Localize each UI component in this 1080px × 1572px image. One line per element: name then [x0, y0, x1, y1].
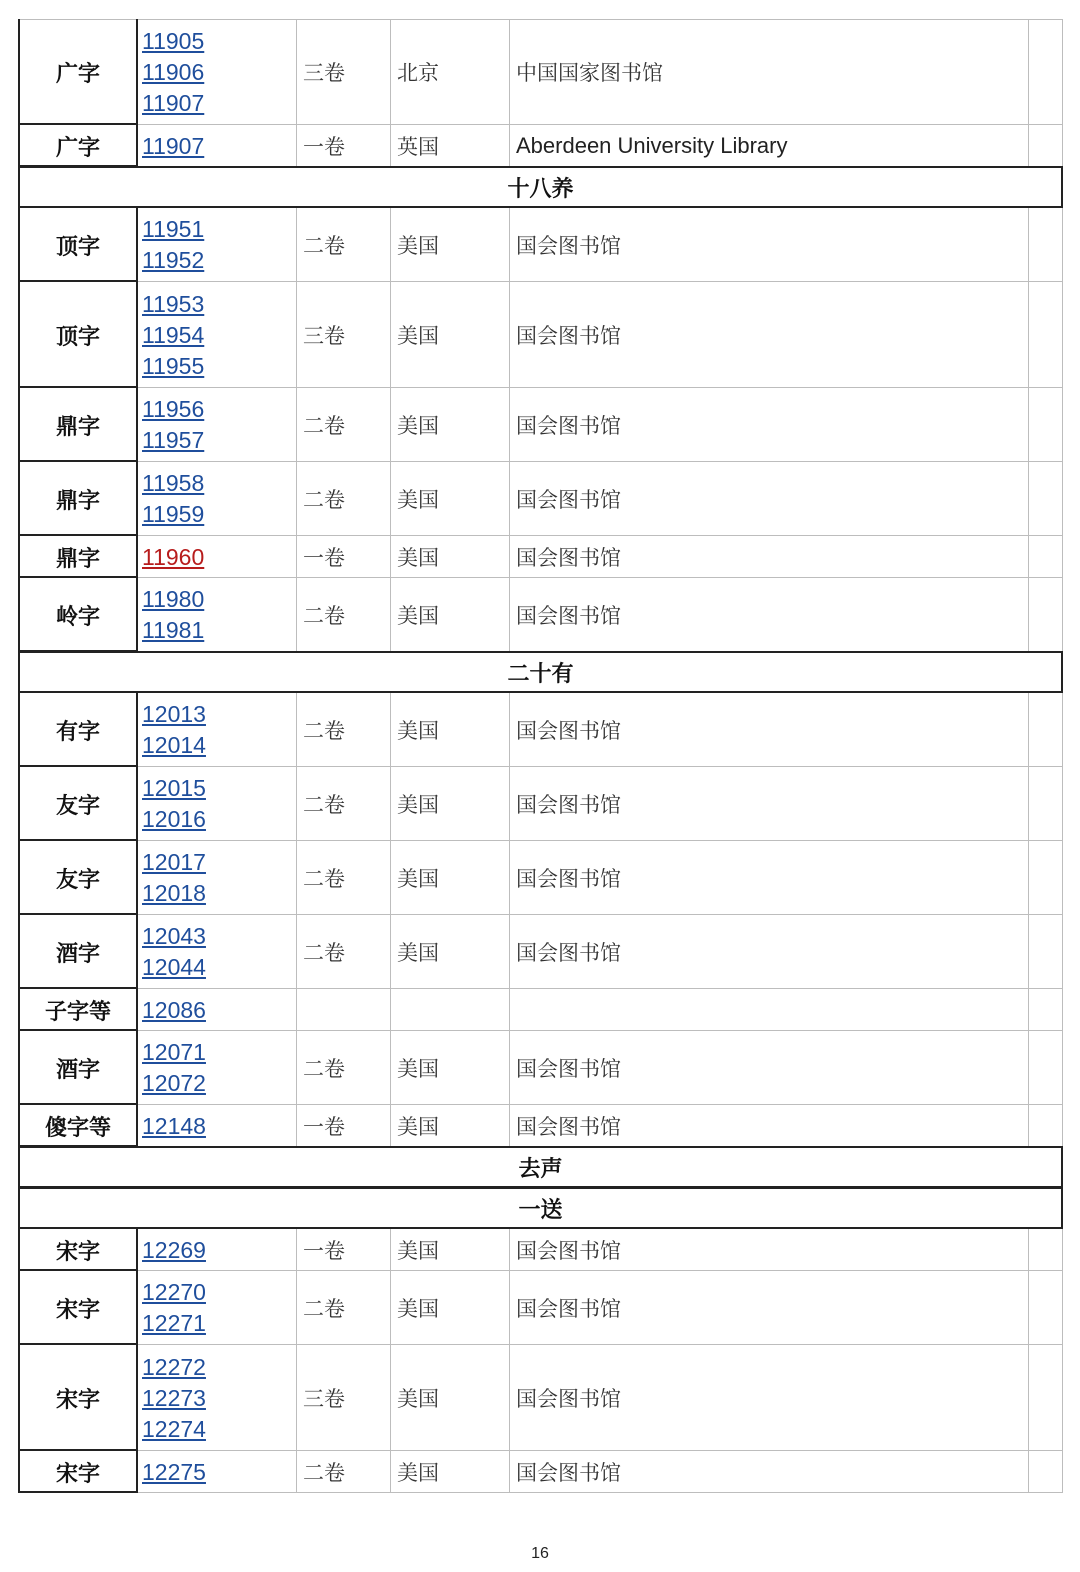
holder-cell: 国会图书馆: [509, 462, 1028, 536]
character-cell: 顶字: [18, 208, 138, 282]
volume-numbers-cell: [138, 989, 296, 1031]
blank-cell: [1028, 1271, 1063, 1345]
volume-link[interactable]: 11952: [142, 247, 205, 273]
blank-cell: [1028, 1451, 1063, 1493]
holder-cell: 国会图书馆: [509, 578, 1028, 652]
volume-link[interactable]: 12272: [142, 1353, 206, 1380]
holder-cell: 国会图书馆: [509, 1229, 1028, 1271]
volume-link[interactable]: 12015: [142, 775, 206, 801]
holder-cell: Aberdeen University Library: [509, 125, 1028, 167]
country-cell: 英国: [390, 125, 509, 167]
volume-numbers-cell: [138, 1229, 296, 1271]
blank-cell: [1028, 19, 1063, 125]
blank-cell: [1028, 1031, 1063, 1105]
country-cell: 美国: [390, 1229, 509, 1271]
volume-numbers-cell: [138, 1105, 296, 1147]
volume-link[interactable]: 12044: [142, 954, 206, 980]
country-cell: 美国: [390, 1105, 509, 1147]
volume-count-cell: 二卷: [296, 462, 390, 536]
volume-numbers-cell: [138, 1031, 296, 1105]
volume-link[interactable]: 11981: [142, 617, 205, 643]
blank-cell: [1028, 282, 1063, 388]
volume-count-cell: 一卷: [296, 1105, 390, 1147]
blank-cell: [1028, 462, 1063, 536]
volume-link[interactable]: 12071: [142, 1039, 206, 1065]
country-cell: 美国: [390, 1451, 509, 1493]
volume-link[interactable]: 12016: [142, 806, 206, 832]
blank-cell: [1028, 1229, 1063, 1271]
volume-numbers-cell: [138, 208, 296, 282]
character-cell: 宋字: [18, 1345, 138, 1451]
volume-numbers-cell: [138, 915, 296, 989]
volume-link[interactable]: 12270: [142, 1279, 206, 1305]
table-row: [18, 1451, 1063, 1493]
character-cell: 子字等: [18, 989, 138, 1031]
volume-link[interactable]: 11905: [142, 27, 205, 54]
country-cell: 美国: [390, 1271, 509, 1345]
volume-link[interactable]: 12148: [142, 1112, 206, 1139]
holder-cell: 国会图书馆: [509, 1031, 1028, 1105]
blank-cell: [1028, 693, 1063, 767]
country-cell: 美国: [390, 208, 509, 282]
holder-cell: 国会图书馆: [509, 208, 1028, 282]
volume-link[interactable]: 11951: [142, 216, 205, 242]
blank-cell: [1028, 1105, 1063, 1147]
table-row: [18, 578, 1063, 652]
holder-cell: 中国国家图书馆: [509, 19, 1028, 125]
volume-count-cell: 一卷: [296, 125, 390, 167]
country-cell: 美国: [390, 462, 509, 536]
volume-table: [18, 19, 1063, 1493]
volume-numbers-cell: [138, 19, 296, 125]
volume-link[interactable]: 12086: [142, 996, 206, 1023]
holder-cell: 国会图书馆: [509, 388, 1028, 462]
table-row: [18, 767, 1063, 841]
volume-count-cell: 二卷: [296, 1031, 390, 1105]
volume-link[interactable]: 11956: [142, 396, 205, 422]
table-row: [18, 462, 1063, 536]
table-row: [18, 388, 1063, 462]
table-row: [18, 989, 1063, 1031]
character-cell: 广字: [18, 125, 138, 167]
volume-link[interactable]: 12017: [142, 849, 206, 875]
character-cell: 鼎字: [18, 462, 138, 536]
section-heading: 去声: [18, 1146, 1063, 1188]
volume-count-cell: 二卷: [296, 915, 390, 989]
character-cell: 傻字等: [18, 1105, 138, 1147]
blank-cell: [1028, 388, 1063, 462]
volume-count-cell: 二卷: [296, 841, 390, 915]
volume-count-cell: 一卷: [296, 536, 390, 578]
volume-count-cell: 一卷: [296, 1229, 390, 1271]
blank-cell: [1028, 1345, 1063, 1451]
volume-link[interactable]: 11907: [142, 132, 205, 159]
country-cell: 美国: [390, 693, 509, 767]
volume-link[interactable]: 12043: [142, 923, 206, 949]
table-row: [18, 841, 1063, 915]
volume-link[interactable]: 11954: [142, 321, 205, 348]
blank-cell: [1028, 536, 1063, 578]
holder-cell: 国会图书馆: [509, 282, 1028, 388]
volume-link[interactable]: 12072: [142, 1070, 206, 1096]
blank-cell: [1028, 767, 1063, 841]
section-heading: 二十有: [18, 651, 1063, 693]
volume-count-cell: 三卷: [296, 19, 390, 125]
volume-numbers-cell: [138, 767, 296, 841]
country-cell: [390, 989, 509, 1031]
page-number: 16: [531, 1545, 549, 1562]
character-cell: 宋字: [18, 1271, 138, 1345]
volume-numbers-cell: [138, 388, 296, 462]
holder-cell: 国会图书馆: [509, 1105, 1028, 1147]
blank-cell: [1028, 125, 1063, 167]
volume-count-cell: 二卷: [296, 578, 390, 652]
volume-link[interactable]: 12273: [142, 1384, 206, 1411]
table-row: [18, 208, 1063, 282]
volume-link[interactable]: 11955: [142, 352, 205, 379]
blank-cell: [1028, 915, 1063, 989]
table-row: [18, 536, 1063, 578]
volume-link[interactable]: 12014: [142, 732, 206, 758]
character-cell: 酒字: [18, 1031, 138, 1105]
volume-link[interactable]: 11959: [142, 501, 205, 527]
country-cell: 美国: [390, 915, 509, 989]
holder-cell: 国会图书馆: [509, 915, 1028, 989]
volume-count-cell: 二卷: [296, 1271, 390, 1345]
volume-numbers-cell: [138, 462, 296, 536]
volume-link[interactable]: 12018: [142, 880, 206, 906]
volume-count-cell: [296, 989, 390, 1031]
character-cell: 酒字: [18, 915, 138, 989]
country-cell: 美国: [390, 536, 509, 578]
table-row: [18, 1105, 1063, 1147]
holder-cell: 国会图书馆: [509, 767, 1028, 841]
country-cell: 美国: [390, 388, 509, 462]
volume-count-cell: 三卷: [296, 282, 390, 388]
table-row: [18, 19, 1063, 125]
volume-numbers-cell: [138, 578, 296, 652]
table-row: [18, 1345, 1063, 1451]
holder-cell: 国会图书馆: [509, 536, 1028, 578]
table-row: [18, 1229, 1063, 1271]
holder-cell: 国会图书馆: [509, 693, 1028, 767]
holder-cell: [509, 989, 1028, 1031]
volume-link[interactable]: 12275: [142, 1458, 206, 1485]
character-cell: 有字: [18, 693, 138, 767]
volume-numbers-cell: [138, 1451, 296, 1493]
volume-link[interactable]: 11953: [142, 290, 205, 317]
character-cell: 宋字: [18, 1229, 138, 1271]
volume-numbers-cell: [138, 282, 296, 388]
character-cell: 友字: [18, 841, 138, 915]
volume-link[interactable]: 11906: [142, 58, 205, 85]
blank-cell: [1028, 989, 1063, 1031]
country-cell: 美国: [390, 578, 509, 652]
volume-link[interactable]: 11957: [142, 427, 205, 453]
volume-count-cell: 二卷: [296, 388, 390, 462]
country-cell: 北京: [390, 19, 509, 125]
character-cell: 鼎字: [18, 388, 138, 462]
table-row: [18, 282, 1063, 388]
character-cell: 友字: [18, 767, 138, 841]
volume-count-cell: 二卷: [296, 1451, 390, 1493]
character-cell: 广字: [18, 19, 138, 125]
volume-link[interactable]: 12271: [142, 1310, 206, 1336]
character-cell: 鼎字: [18, 536, 138, 578]
section-heading: 一送: [18, 1187, 1063, 1229]
holder-cell: 国会图书馆: [509, 1345, 1028, 1451]
country-cell: 美国: [390, 1031, 509, 1105]
volume-numbers-cell: [138, 841, 296, 915]
character-cell: 岭字: [18, 578, 138, 652]
holder-cell: 国会图书馆: [509, 841, 1028, 915]
character-cell: 顶字: [18, 282, 138, 388]
volume-numbers-cell: [138, 1271, 296, 1345]
volume-link[interactable]: 11960: [142, 543, 205, 570]
holder-cell: 国会图书馆: [509, 1271, 1028, 1345]
country-cell: 美国: [390, 282, 509, 388]
holder-cell: 国会图书馆: [509, 1451, 1028, 1493]
table-row: [18, 125, 1063, 167]
volume-count-cell: 二卷: [296, 767, 390, 841]
volume-numbers-cell: [138, 536, 296, 578]
volume-count-cell: 二卷: [296, 693, 390, 767]
volume-link[interactable]: 12269: [142, 1236, 206, 1263]
volume-link[interactable]: 11907: [142, 89, 205, 116]
volume-numbers-cell: [138, 693, 296, 767]
volume-count-cell: 二卷: [296, 208, 390, 282]
table-row: [18, 693, 1063, 767]
blank-cell: [1028, 208, 1063, 282]
blank-cell: [1028, 841, 1063, 915]
volume-link[interactable]: 12013: [142, 701, 206, 727]
section-heading: 十八养: [18, 166, 1063, 208]
country-cell: 美国: [390, 1345, 509, 1451]
character-cell: 宋字: [18, 1451, 138, 1493]
volume-link[interactable]: 12274: [142, 1415, 206, 1442]
volume-count-cell: 三卷: [296, 1345, 390, 1451]
volume-numbers-cell: [138, 1345, 296, 1451]
country-cell: 美国: [390, 841, 509, 915]
country-cell: 美国: [390, 767, 509, 841]
table-row: [18, 1031, 1063, 1105]
blank-cell: [1028, 578, 1063, 652]
volume-link[interactable]: 11958: [142, 470, 205, 496]
table-row: [18, 1271, 1063, 1345]
volume-link[interactable]: 11980: [142, 586, 205, 612]
volume-numbers-cell: [138, 125, 296, 167]
table-row: [18, 915, 1063, 989]
